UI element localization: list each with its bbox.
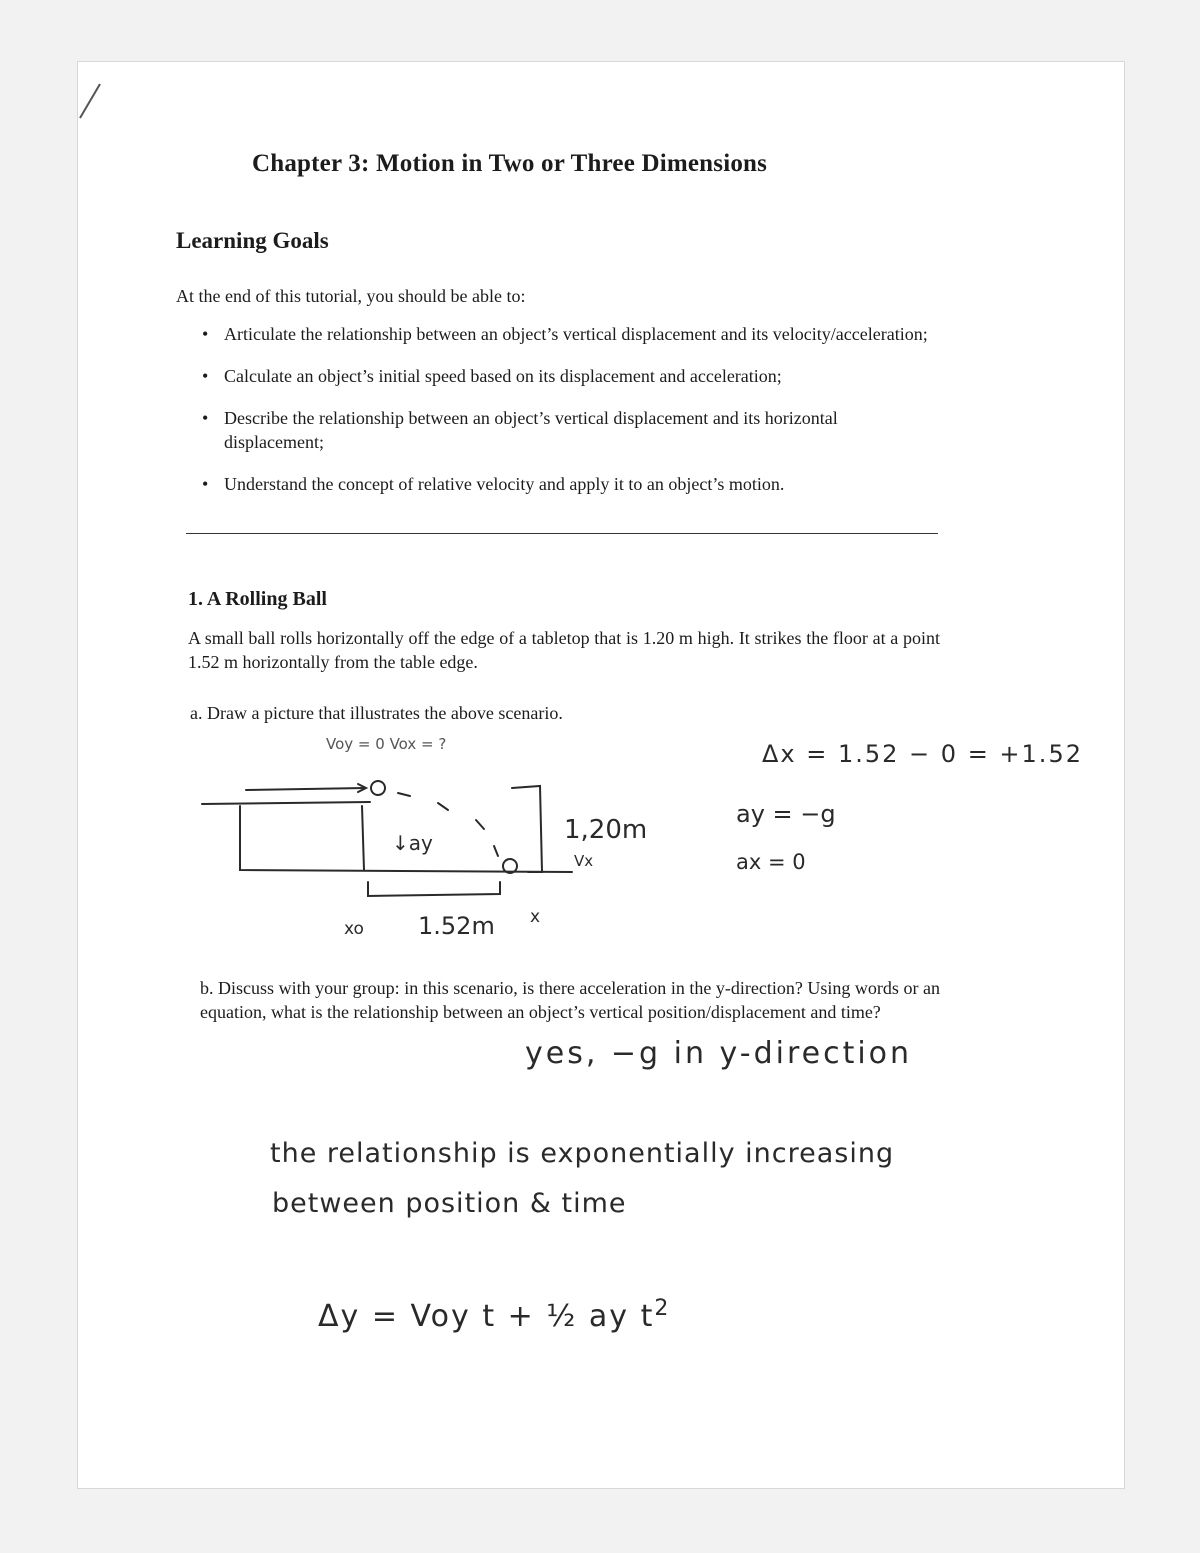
part-b-prompt: b. Discuss with your group: in this scenario, is there acceleration in the y-direction? Using words or an equation, what is the relationship between an object’s vertical position/displacement and time?	[200, 978, 940, 1022]
vx-label: Vx	[574, 852, 594, 870]
distance-label: 1.52m	[418, 912, 495, 940]
goal-text: Describe the relationship between an object’s vertical displacement and its horizontal displacement;	[224, 408, 838, 452]
equation-body: Δy = Voy t + ½ ay t	[318, 1299, 655, 1334]
bullet-icon: •	[202, 366, 209, 386]
velocity-labels: Voy = 0 Vox = ?	[326, 735, 447, 753]
bullet-icon: •	[202, 408, 209, 428]
table-edge-line	[362, 806, 364, 870]
velocity-arrow	[246, 788, 365, 790]
x-label: x	[530, 907, 541, 927]
dx-equation: Δx = 1.52 − 0 = +1.52	[762, 740, 1083, 768]
answer-relationship-line2: between position & time	[272, 1188, 627, 1219]
bullet-icon: •	[202, 474, 209, 494]
x0-label: xo	[344, 919, 364, 939]
intro-text: At the end of this tutorial, you should be able to:	[176, 286, 526, 306]
goal-text: Calculate an object’s initial speed based on its displacement and acceleration;	[224, 366, 782, 386]
problem-title: 1. A Rolling Ball	[188, 588, 327, 610]
kinematic-equation	[318, 1296, 670, 1334]
problem-text: A small ball rolls horizontally off the edge of a tabletop that is 1.20 m high. It strikes the floor at a point 1.52 m horizontally from the table edge.	[188, 628, 940, 672]
part-a-prompt: a. Draw a picture that illustrates the above scenario.	[190, 703, 563, 723]
chapter-title: Chapter 3: Motion in Two or Three Dimensions	[252, 150, 768, 177]
answer-relationship-line1: the relationship is exponentially increasing	[270, 1138, 895, 1169]
goal-text: Articulate the relationship between an object’s vertical displacement and its velocity/acceleration;	[224, 324, 928, 344]
bullet-icon: •	[202, 324, 209, 344]
ball-start	[371, 781, 385, 795]
distance-bracket	[368, 882, 500, 896]
table-top-line	[202, 802, 370, 804]
goal-text: Understand the concept of relative velocity and apply it to an object’s motion.	[224, 474, 785, 494]
accel-label: ↓ay	[392, 831, 433, 855]
height-label: 1,20m	[564, 815, 648, 845]
ax-equation: ax = 0	[736, 850, 806, 874]
height-bracket	[512, 786, 542, 872]
ay-equation: ay = −g	[736, 800, 836, 828]
learning-goals-heading: Learning Goals	[176, 228, 329, 253]
equation-exponent: 2	[654, 1296, 671, 1321]
answer-yes: yes, −g in y-direction	[525, 1036, 913, 1071]
